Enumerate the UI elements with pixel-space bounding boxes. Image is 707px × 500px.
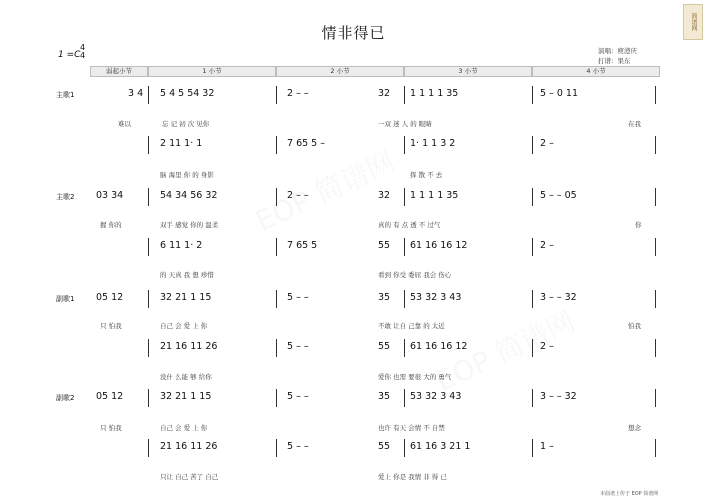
notes-measure: 32 21 1 15 [160, 391, 212, 402]
bar-line [655, 290, 656, 308]
notes-pickup: 3 4 [128, 88, 144, 99]
bar-line [655, 389, 656, 407]
header-bar-4: 4 小节 [532, 66, 660, 77]
bar-line [655, 86, 656, 104]
notes-measure: 32 [378, 88, 391, 99]
lyrics: 只 怕我 [100, 424, 122, 432]
bar-line [404, 389, 405, 407]
lyrics: 难以 [118, 120, 131, 128]
notes-measure: 2 – [540, 240, 554, 251]
notes-measure: 55 [378, 441, 391, 452]
bar-line [148, 136, 149, 154]
lyrics: 自己 会 爱 上 你 [160, 424, 208, 432]
bar-line [655, 439, 656, 457]
bar-line [148, 238, 149, 256]
bar-line [532, 439, 533, 457]
bar-line [276, 136, 277, 154]
bar-line [404, 339, 405, 357]
bar-line [532, 238, 533, 256]
notes-measure: 5 – – 05 [540, 190, 577, 201]
notes-measure: 55 [378, 240, 391, 251]
notes-measure: 1 – [540, 441, 554, 452]
notes-measure: 35 [378, 292, 391, 303]
notes-measure: 21 16 11 26 [160, 341, 218, 352]
notes-measure: 54 34 56 32 [160, 190, 218, 201]
bar-line [404, 439, 405, 457]
header-pickup: 弱起小节 [90, 66, 148, 77]
time-sig-bottom: 4 [80, 51, 86, 60]
lyrics: 看到 你受 委屈 我会 伤心 [378, 271, 452, 279]
notes-measure: 61 16 16 12 [410, 341, 468, 352]
notes-measure: 21 16 11 26 [160, 441, 218, 452]
notes-measure: 1· 1 1 3 2 [410, 138, 456, 149]
key-signature: 1 =C [58, 50, 81, 60]
lyrics: 爱你 也需 要很 大的 勇气 [378, 373, 452, 381]
notes-measure: 53 32 3 43 [410, 292, 462, 303]
bar-line [276, 86, 277, 104]
notes-measure: 2 11 1· 1 [160, 138, 203, 149]
header-bar-1: 1 小节 [148, 66, 276, 77]
bar-line [532, 389, 533, 407]
lyrics: 脑 海里 你 的 身影 [160, 171, 214, 179]
bar-line [532, 136, 533, 154]
notes-measure: 5 – – [287, 292, 309, 303]
bar-line [276, 389, 277, 407]
notes-measure: 5 4 5 54 32 [160, 88, 215, 99]
section-label: 主歌1 [56, 91, 75, 99]
section-label: 副歌2 [56, 394, 75, 402]
lyrics: 只让 自己 苦了 自己 [160, 473, 219, 481]
bar-line [148, 389, 149, 407]
bar-line [404, 136, 405, 154]
section-label: 主歌2 [56, 193, 75, 201]
notes-measure: 3 – – 32 [540, 292, 577, 303]
bar-line [404, 290, 405, 308]
notes-measure: 61 16 16 12 [410, 240, 468, 251]
notes-measure: 3 – – 32 [540, 391, 577, 402]
bar-line [148, 290, 149, 308]
bar-line [148, 86, 149, 104]
time-sig-top: 4 [80, 43, 86, 52]
lyrics: 双手 感觉 你的 温柔 [160, 221, 219, 229]
time-signature [80, 44, 85, 60]
lyrics: 爱上 你是 我情 非 得 已 [378, 473, 447, 481]
bar-line [276, 290, 277, 308]
section-label: 副歌1 [56, 295, 75, 303]
bar-line [655, 136, 656, 154]
lyrics: 只 怕我 [100, 322, 122, 330]
lyrics: 自己 会 爱 上 你 [160, 322, 208, 330]
notes-measure: 5 – – [287, 391, 309, 402]
bar-line [148, 188, 149, 206]
notes-measure: 2 – – [287, 88, 309, 99]
lyrics: 也许 有天 会情 不 自禁 [378, 424, 445, 432]
notes-measure: 55 [378, 341, 391, 352]
lyrics: 怕我 [628, 322, 641, 330]
bar-line [532, 188, 533, 206]
bar-line [276, 238, 277, 256]
bar-line [276, 339, 277, 357]
bar-line [148, 339, 149, 357]
notes-pickup: 05 12 [96, 292, 124, 303]
credit-singer: 演唱：庾澄庆 [598, 47, 637, 55]
bar-line [404, 188, 405, 206]
lyrics: 不敢 让自 己靠 的 太近 [378, 322, 445, 330]
lyrics: 没什 么能 够 给你 [160, 373, 212, 381]
notes-measure: 5 – 0 11 [540, 88, 578, 99]
notes-measure: 2 – [540, 341, 554, 352]
bar-line [404, 238, 405, 256]
lyrics: 忘 记 初 次 见你 [162, 120, 210, 128]
header-bar-3: 3 小节 [404, 66, 532, 77]
bar-line [655, 339, 656, 357]
header-bar-2: 2 小节 [276, 66, 404, 77]
notes-measure: 1 1 1 1 35 [410, 88, 459, 99]
notes-measure: 7 65 5 [287, 240, 318, 251]
lyrics: 真的 有 点 透 不 过气 [378, 221, 441, 229]
lyrics: 一双 迷 人 的 眼睛 [378, 120, 432, 128]
bar-line [276, 439, 277, 457]
page-title: 情非得已 [321, 24, 386, 42]
footer-note: 本曲谱上传于 EOP 简谱网 [600, 491, 659, 497]
notes-measure: 35 [378, 391, 391, 402]
lyrics: 握 你的 [100, 221, 122, 229]
notes-measure: 53 32 3 43 [410, 391, 462, 402]
bar-line [148, 439, 149, 457]
notes-measure: 7 65 5 – [287, 138, 325, 149]
notes-measure: 5 – – [287, 341, 309, 352]
bar-line [655, 238, 656, 256]
credit-transcriber: 打谱：果东 [598, 57, 631, 65]
notes-measure: 6 11 1· 2 [160, 240, 203, 251]
notes-measure: 32 21 1 15 [160, 292, 212, 303]
notes-pickup: 03 34 [96, 190, 124, 201]
notes-measure: 2 – [540, 138, 554, 149]
notes-measure: 1 1 1 1 35 [410, 190, 459, 201]
lyrics: 的 天真 我 想 珍惜 [160, 271, 214, 279]
bar-line [404, 86, 405, 104]
lyrics: 挥 散 不 去 [410, 171, 443, 179]
notes-measure: 5 – – [287, 441, 309, 452]
bar-line [532, 86, 533, 104]
lyrics: 在我 [628, 120, 641, 128]
notes-measure: 32 [378, 190, 391, 201]
notes-measure: 2 – – [287, 190, 309, 201]
publisher-seal: 简谱网 [683, 4, 703, 40]
lyrics: 你 [635, 221, 642, 229]
lyrics: 想念 [628, 424, 641, 432]
bar-line [655, 188, 656, 206]
bar-line [532, 290, 533, 308]
notes-measure: 61 16 3 21 1 [410, 441, 471, 452]
notes-pickup: 05 12 [96, 391, 124, 402]
